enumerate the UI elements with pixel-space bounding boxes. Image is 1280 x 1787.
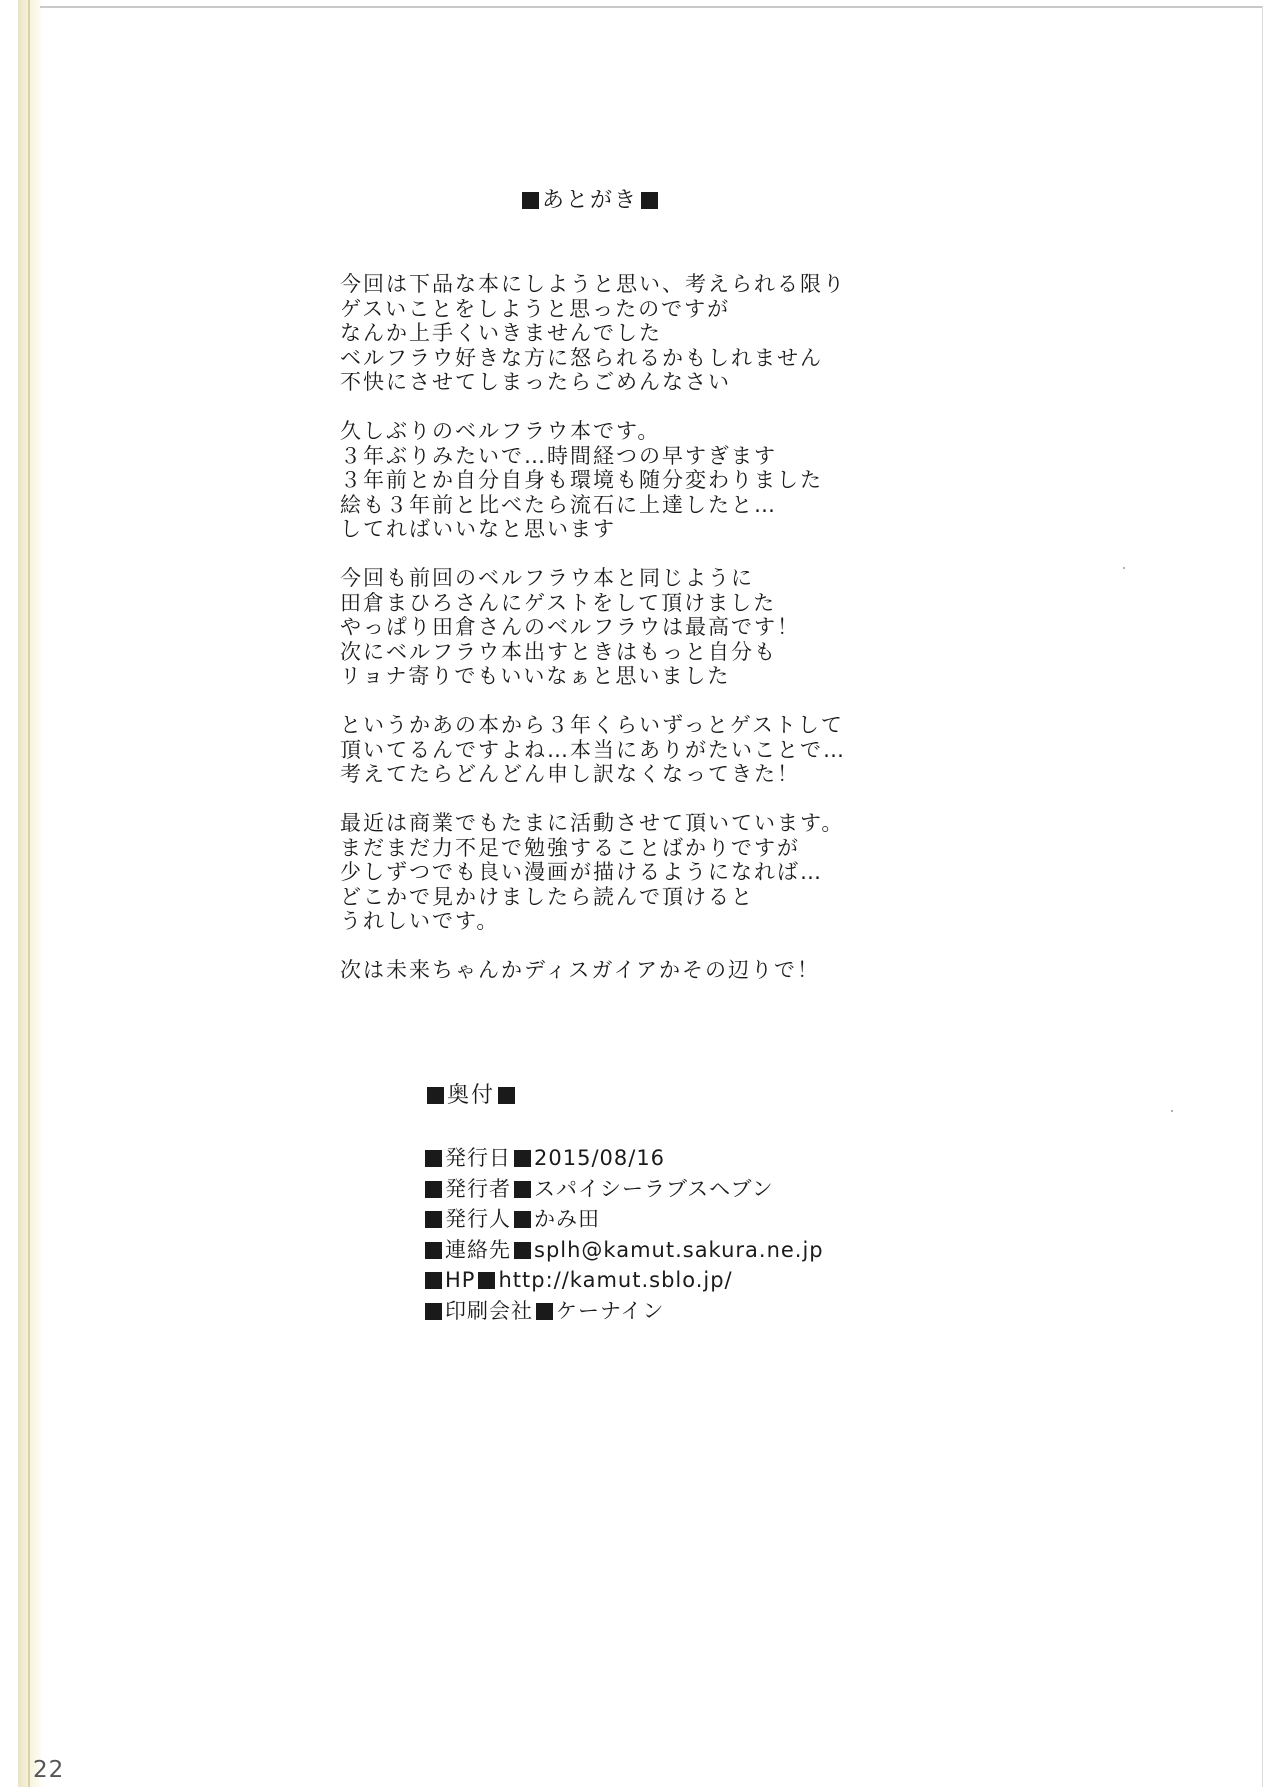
afterword-line: 久しぶりのベルフラウ本です。 xyxy=(340,419,661,443)
bullet-square-icon xyxy=(514,1150,531,1167)
colophon-row-contact xyxy=(425,1235,925,1266)
colophon-row-issuer xyxy=(425,1204,925,1235)
afterword-line: ゲスいことをしようと思ったのですが xyxy=(340,296,731,321)
colophon-value: スパイシーラブスヘブン xyxy=(534,1176,774,1201)
colophon-label: 発行日 xyxy=(445,1146,511,1170)
page-right-edge xyxy=(1262,6,1263,1787)
colophon-value: かみ田 xyxy=(534,1207,600,1231)
colophon-label: 発行人 xyxy=(445,1207,511,1231)
heading-square-icon xyxy=(638,188,661,213)
afterword-title: あとがき xyxy=(542,188,639,213)
afterword-paragraph xyxy=(340,272,900,395)
page-number: 22 xyxy=(33,1757,65,1783)
binding-edge xyxy=(18,0,44,1787)
colophon-title: 奥付 xyxy=(447,1083,496,1108)
afterword-line: ベルフラウ好きな方に怒られるかもしれません xyxy=(340,345,823,370)
colophon-row-issue-date xyxy=(425,1143,925,1174)
afterword-paragraph xyxy=(340,958,900,983)
bullet-square-icon xyxy=(425,1181,442,1198)
afterword-line: 次にベルフラウ本出すときはもっと自分も xyxy=(340,639,777,664)
bullet-square-icon xyxy=(425,1272,442,1289)
bullet-square-icon xyxy=(425,1242,442,1259)
afterword-paragraph xyxy=(340,811,900,934)
bullet-square-icon xyxy=(425,1211,442,1228)
colophon-label: HP xyxy=(445,1268,476,1292)
bullet-square-icon xyxy=(536,1303,553,1320)
afterword-line: 今回も前回のベルフラウ本と同じように xyxy=(340,566,754,590)
colophon-list xyxy=(425,1143,925,1326)
afterword-line: 不快にさせてしまったらごめんなさい xyxy=(340,370,731,394)
afterword-line: 田倉まひろさんにゲストをして頂けました xyxy=(340,590,777,615)
colophon-value: splh@kamut.sakura.ne.jp xyxy=(534,1237,824,1262)
afterword-line: 絵も３年前と比べたら流石に上達したと… xyxy=(340,492,777,517)
afterword-line: 次は未来ちゃんかディスガイアかその辺りで！ xyxy=(340,958,821,982)
afterword-line: 今回は下品な本にしようと思い、考えられる限り xyxy=(340,272,846,296)
afterword-line: ３年ぶりみたいで…時間経つの早すぎます xyxy=(340,443,777,468)
afterword-line: 考えてたらどんどん申し訳なくなってきた！ xyxy=(340,762,800,786)
afterword-paragraph xyxy=(340,566,900,689)
colophon-label: 発行者 xyxy=(445,1176,511,1201)
bullet-square-icon xyxy=(514,1211,531,1228)
afterword-line: ３年前とか自分自身も環境も随分変わりました xyxy=(340,468,823,492)
colophon-row-publisher xyxy=(425,1174,925,1205)
heading-square-icon xyxy=(495,1083,518,1108)
page-top-edge xyxy=(40,6,1262,8)
afterword-line: というかあの本から３年くらいずっとゲストして xyxy=(340,713,844,737)
scan-speck xyxy=(1123,567,1125,569)
colophon-label: 連絡先 xyxy=(445,1237,511,1262)
afterword-line: どこかで見かけましたら読んで頂けると xyxy=(340,884,754,909)
binding-line xyxy=(28,0,30,1787)
afterword-line: やっぱり田倉さんのベルフラウは最高です！ xyxy=(340,615,800,639)
bullet-square-icon xyxy=(514,1181,531,1198)
afterword-paragraph xyxy=(340,713,900,787)
bullet-square-icon xyxy=(425,1150,442,1167)
afterword-paragraph xyxy=(340,419,900,542)
colophon-row-printer xyxy=(425,1296,925,1327)
scan-speck xyxy=(1171,1110,1173,1112)
bullet-square-icon xyxy=(514,1242,531,1259)
afterword-body xyxy=(340,272,900,1007)
afterword-line: 頂いてるんですよね…本当にありがたいことで… xyxy=(340,737,846,762)
afterword-line: まだまだ力不足で勉強することばかりですが xyxy=(340,835,800,860)
afterword-line: 少しずつでも良い漫画が描けるようになれば… xyxy=(340,860,823,884)
colophon-label: 印刷会社 xyxy=(445,1298,533,1323)
colophon-value: http://kamut.sblo.jp/ xyxy=(498,1268,733,1292)
bullet-square-icon xyxy=(425,1303,442,1320)
colophon-value: 2015/08/16 xyxy=(534,1146,666,1170)
heading-square-icon xyxy=(519,188,542,213)
heading-square-icon xyxy=(424,1083,447,1108)
colophon-row-homepage xyxy=(425,1265,925,1296)
afterword-heading xyxy=(519,190,661,212)
afterword-line: なんか上手くいきませんでした xyxy=(340,321,662,345)
bullet-square-icon xyxy=(478,1272,495,1289)
afterword-line: リョナ寄りでもいいなぁと思いました xyxy=(340,664,731,688)
afterword-line: 最近は商業でもたまに活動させて頂いています。 xyxy=(340,811,845,835)
afterword-line: してればいいなと思います xyxy=(340,517,616,541)
afterword-line: うれしいです。 xyxy=(340,909,500,933)
colophon-heading xyxy=(424,1085,518,1107)
colophon-value: ケーナイン xyxy=(556,1298,665,1323)
